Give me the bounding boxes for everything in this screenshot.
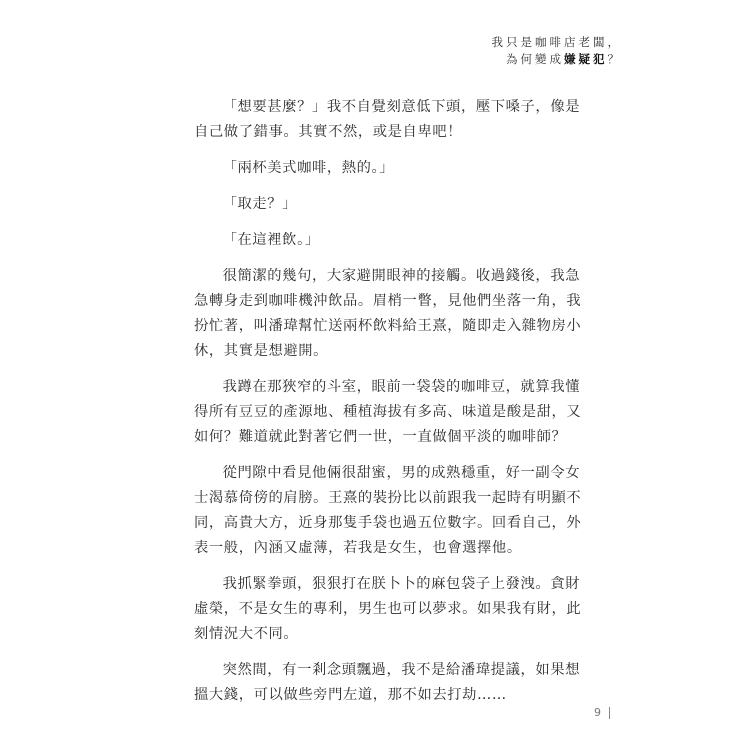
paragraph-9: 突然間，有一剎念頭飄過，我不是給潘瑋提議，如果想搵大錢，可以做些旁門左道，那不如去打劫……: [194, 662, 581, 703]
running-head-line-2: [492, 51, 623, 68]
paragraph-1: 「想要甚麼？」我不自覺刻意低下頭，壓下嗓子，像是自己做了錯事。其實不然，或是自卑吧！: [194, 99, 581, 140]
paragraph-4: 「在這裡飲。」: [222, 232, 320, 248]
page-footer: [594, 706, 610, 719]
body-text: [194, 95, 594, 719]
folio-divider: [609, 707, 610, 719]
running-head-prefix: 為何變成: [506, 52, 564, 66]
running-head-line-1: 我只是咖啡店老闆，: [491, 35, 622, 49]
paragraph-7: 從門隙中看見他倆很甜蜜，男的成熟穩重，好一副令女士渴慕倚傍的肩膀。王熹的裝扮比以前跟我一起時有明顯不同，高貴大方，近身那隻手袋也過五位數字。回看自己，外表一般，內涵又虛薄，若我是女生，也會選擇他。: [194, 465, 582, 556]
paragraph-6: 我蹲在那狹窄的斗室，眼前一袋袋的咖啡豆，就算我懂得所有豆豆的產源地、種植海拔有多高、味道是酸是甜，又如何？難道就此對著它們一世，一直做個平淡的咖啡師？: [194, 379, 582, 445]
paragraph-8: 我抓緊拳頭，狠狠打在朕卜卜的麻包袋子上發洩。貪財虛榮，不是女生的專利，男生也可以夢求。如果我有財，此刻情況大不同。: [194, 576, 582, 642]
running-head-suffix: ？: [607, 52, 622, 66]
page-number: 9: [594, 706, 601, 719]
paragraph-2: 「兩杯美式咖啡，熱的。」: [222, 160, 395, 176]
running-head-highlight: 嫌疑犯: [564, 52, 608, 66]
paragraph-3: 「取走？」: [222, 196, 298, 212]
paragraph-5: 很簡潔的幾句，大家避開眼神的接觸。收過錢後，我急急轉身走到咖啡機沖飲品。眉梢一瞥，見他們坐落一角，我扮忙著，叫潘瑋幫忙送兩杯飲料給王熹，隨即走入雜物房小休，其實是想避開。: [194, 268, 582, 359]
running-head: [492, 34, 623, 68]
